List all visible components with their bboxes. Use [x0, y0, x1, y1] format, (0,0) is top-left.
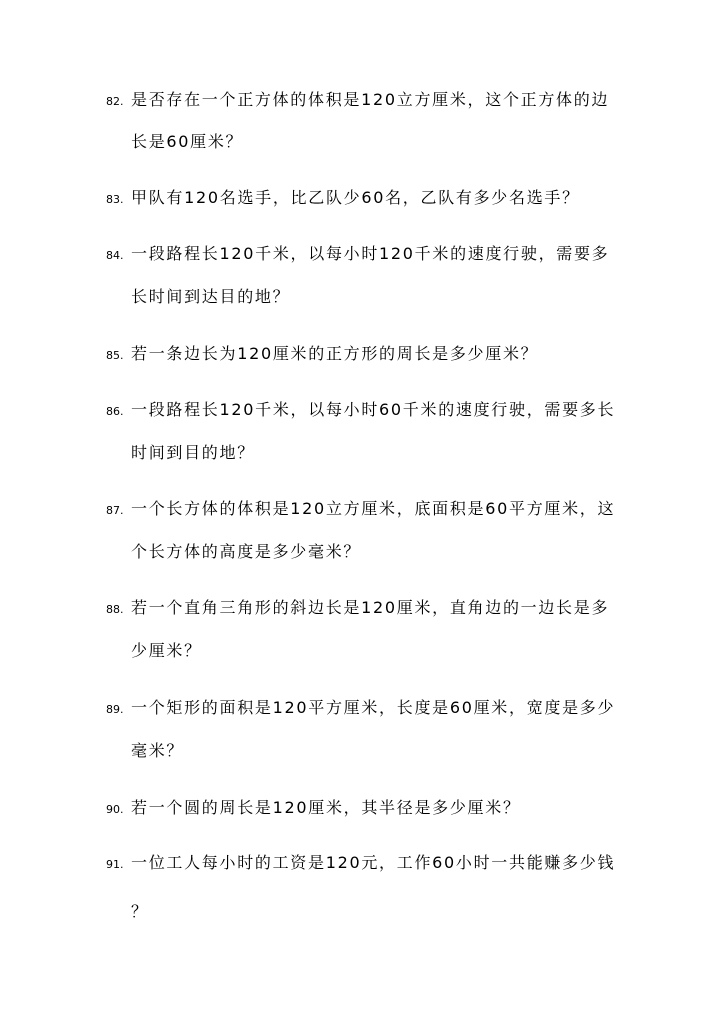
question-84-line-1: [106, 244, 641, 264]
question-text: 一个矩形的面积是120平方厘米，长度是60厘米，宽度是多少: [131, 698, 616, 717]
question-90-line-1: [106, 798, 641, 818]
question-87-line-1: [106, 499, 641, 519]
question-number: 83.: [106, 193, 124, 206]
question-85-line-1: [106, 344, 641, 364]
question-text: 毫米？: [131, 741, 185, 760]
question-text: ？: [131, 902, 149, 921]
question-number: 87.: [106, 504, 124, 517]
question-number: 90.: [106, 803, 124, 816]
question-number: 91.: [106, 858, 124, 871]
question-text: 一个长方体的体积是120立方厘米，底面积是60平方厘米，这: [131, 499, 616, 518]
question-text: 一段路程长120千米，以每小时120千米的速度行驶，需要多: [131, 244, 610, 263]
question-82-line-1: [106, 90, 641, 110]
question-text: 长时间到达目的地？: [131, 287, 291, 306]
question-text: 长是60厘米？: [131, 132, 244, 151]
question-text: 少厘米？: [131, 641, 202, 660]
question-91-line-1: [106, 853, 641, 873]
question-number: 84.: [106, 249, 124, 262]
question-86-line-2: [131, 443, 641, 463]
question-82-line-2: [131, 132, 641, 152]
question-89-line-1: [106, 698, 641, 718]
question-88-line-1: [106, 598, 641, 618]
question-number: 85.: [106, 349, 124, 362]
question-83-line-1: [106, 188, 641, 208]
question-number: 86.: [106, 405, 124, 418]
question-88-line-2: [131, 641, 641, 661]
question-text: 若一个圆的周长是120厘米，其半径是多少厘米？: [131, 798, 521, 817]
question-text: 是否存在一个正方体的体积是120立方厘米，这个正方体的边: [131, 90, 610, 109]
question-text: 若一条边长为120厘米的正方形的周长是多少厘米？: [131, 344, 539, 363]
question-89-line-2: [131, 741, 641, 761]
question-87-line-2: [131, 542, 641, 562]
question-text: 一位工人每小时的工资是120元，工作60小时一共能赚多少钱: [131, 853, 616, 872]
question-86-line-1: [106, 400, 641, 420]
question-text: 时间到目的地？: [131, 443, 255, 462]
question-number: 89.: [106, 703, 124, 716]
question-text: 甲队有120名选手，比乙队少60名，乙队有多少名选手？: [131, 188, 580, 207]
question-number: 88.: [106, 603, 124, 616]
question-number: 82.: [106, 95, 124, 108]
question-text: 个长方体的高度是多少毫米？: [131, 542, 362, 561]
question-text: 若一个直角三角形的斜边长是120厘米，直角边的一边长是多: [131, 598, 610, 617]
question-84-line-2: [131, 287, 641, 307]
question-text: 一段路程长120千米，以每小时60千米的速度行驶，需要多长: [131, 400, 616, 419]
question-91-line-2: [131, 902, 641, 922]
